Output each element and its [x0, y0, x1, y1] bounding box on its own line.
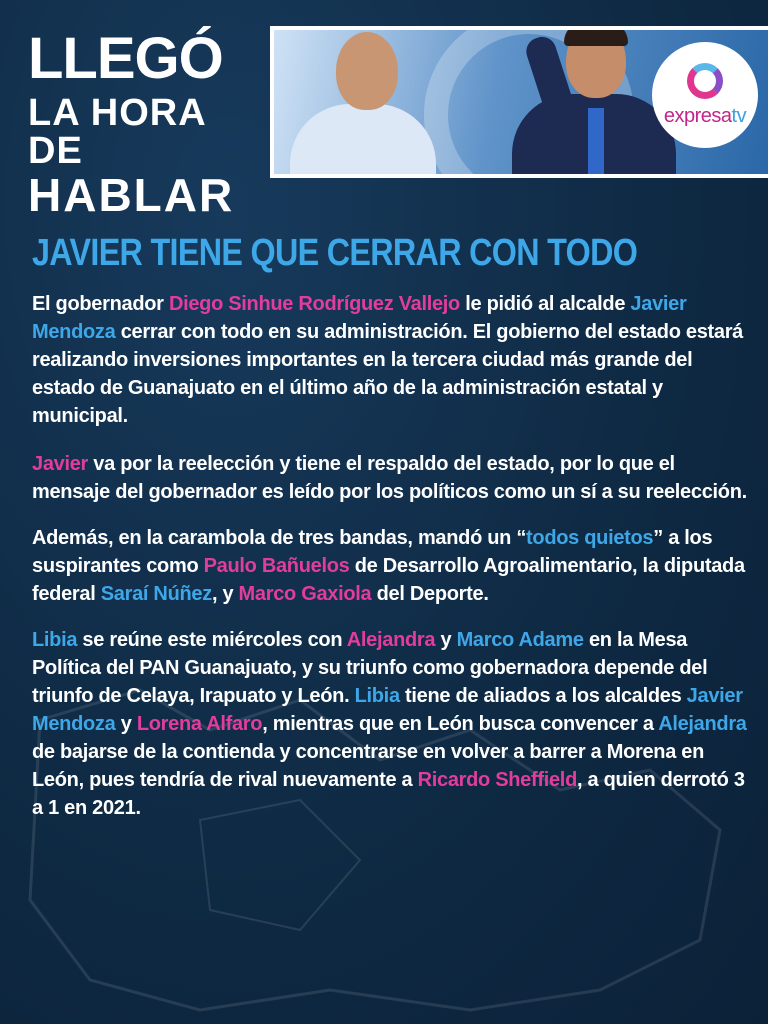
paragraph-3: Además, en la carambola de tres bandas, mandó un “todos quietos” a los suspirantes como Paulo Bañuelos de Desarrollo Agroalimentario, la diputada federal Saraí Núñez, y Marco Gaxiola del Deporte.	[32, 527, 745, 605]
name-highlight: Ricardo Sheffield	[417, 769, 577, 791]
name-highlight: Libia	[354, 685, 400, 707]
brand-line-1: LLEGÓ	[28, 26, 223, 91]
article-headline: JAVIER TIENE QUE CERRAR CON TODO	[32, 232, 638, 274]
name-highlight: Diego Sinhue Rodríguez Vallejo	[168, 293, 460, 315]
paragraph-4: Libia se reúne este miércoles con Alejandra y Marco Adame en la Mesa Política del PAN Guanajuato, y su triunfo como gobernadora depende del triunfo de Celaya, Irapuato y León. Libia tiene de aliados a los alcaldes Javier Mendoza y Lorena Alfaro, mientras que en León busca convencer a Alejandra de bajarse de la contienda y concentrarse en volver a barrer a Morena en León, pues tendría de rival nuevamente a Ricardo Sheffield, a quien derrotó 3 a 1 en 2021.	[32, 629, 747, 819]
paragraph-2: Javier va por la reelección y tiene el respaldo del estado, por lo que el mensaje del gobernador es leído por los políticos como un sí a su reelección.	[32, 453, 747, 503]
brand-line-3: HABLAR	[28, 169, 235, 221]
header-photo-banner	[270, 26, 768, 178]
name-highlight: Javier	[32, 453, 89, 475]
quote-highlight: todos quietos	[526, 527, 654, 549]
name-highlight: Alejandra	[658, 713, 747, 735]
name-highlight: Paulo Bañuelos	[203, 555, 350, 577]
brand-title	[28, 26, 254, 221]
expresa-logo-text: expresatv	[663, 104, 747, 127]
expresa-logo-icon	[687, 63, 723, 99]
name-highlight: Alejandra	[346, 629, 436, 651]
name-highlight: Javier Mendoza	[32, 293, 687, 343]
name-highlight: Libia	[32, 629, 78, 651]
name-highlight: Lorena Alfaro	[136, 713, 263, 735]
article-body	[32, 290, 747, 840]
expresa-tv-logo	[652, 42, 758, 148]
name-highlight: Saraí Núñez	[100, 583, 212, 605]
person-photo-left	[286, 26, 436, 174]
name-highlight: Marco Adame	[456, 629, 584, 651]
brand-line-2: LA HORA DE	[28, 92, 206, 172]
person-photo-right	[486, 26, 676, 174]
name-highlight: Javier Mendoza	[32, 685, 743, 735]
paragraph-1: El gobernador Diego Sinhue Rodríguez Vallejo le pidió al alcalde Javier Mendoza cerrar con todo en su administración. El gobierno del estado estará realizando inversiones importantes en la tercera ciudad más grande del estado de Guanajuato en el último año de la administración estatal y municipal.	[32, 293, 744, 427]
name-highlight: Marco Gaxiola	[238, 583, 372, 605]
